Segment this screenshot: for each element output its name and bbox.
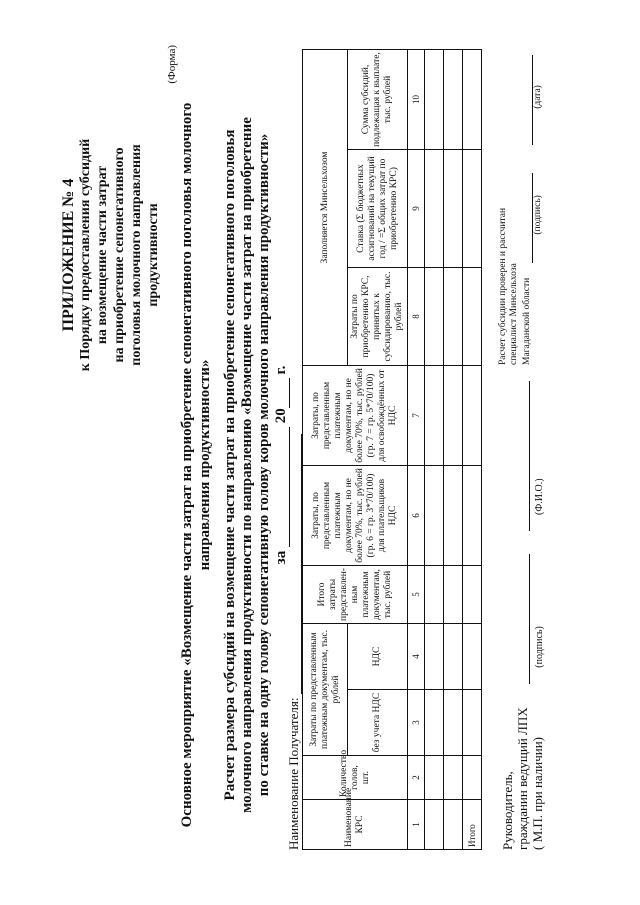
table-cell (463, 624, 482, 690)
date-line (520, 55, 533, 145)
column-number: 6 (408, 466, 425, 566)
signature-caption: (подпись) (534, 626, 545, 668)
col-header-col9: Ставка (Σ бюджетных ассигнований на текущий год / =Σ общих затрат по приобретению КРС) (348, 150, 408, 268)
head-subtitle-text: гражданин ведущий ЛПХ (515, 707, 530, 850)
table-row (444, 50, 463, 850)
column-number: 2 (408, 756, 425, 800)
check-captions (533, 15, 544, 365)
col-header-col8: Затраты по приобретению КРС, принятых к субсидированию, тыс. рублей (348, 268, 408, 366)
table-cell (463, 466, 482, 566)
table-row (425, 50, 444, 850)
check-line (520, 15, 533, 365)
col-header-costs-group: Затраты по представленным платежным документам, тыс. рублей (303, 624, 348, 756)
check-line: Расчет субсидии проверен и рассчитан (498, 207, 508, 365)
table-cell (444, 566, 463, 624)
table-cell (425, 150, 444, 268)
total-label: Итого (463, 800, 482, 850)
col-header-col7: Затраты, по представленным платежным документам, но не более 70%, тыс. рублей (гр. 7 = гр. 5*70/100) для освобождённых от НДС (303, 366, 408, 466)
calculation-table (302, 49, 482, 850)
table-cell (425, 690, 444, 756)
table-cell (444, 150, 463, 268)
column-number: 7 (408, 366, 425, 466)
check-line-text: Магаданской области (522, 277, 532, 365)
appendix-line: продуктивности (146, 203, 161, 307)
total-row (463, 50, 482, 850)
year-blank (275, 378, 290, 408)
column-number: 10 (408, 50, 425, 150)
col-header-vat: НДС (348, 624, 408, 690)
table-cell (425, 624, 444, 690)
check-line: специалист Минсельхоза (509, 263, 519, 365)
stamp-note: ( М.П. при наличии) (530, 736, 545, 850)
period-year-prefix: 20 (273, 408, 289, 424)
column-number: 4 (408, 624, 425, 690)
table-cell (425, 366, 444, 466)
activity-line: Основное мероприятие «Возмещение части затрат на приобретение сепонегативного поголовья молочного (179, 102, 195, 828)
table-cell (425, 756, 444, 800)
column-number: 9 (408, 150, 425, 268)
table-cell (444, 690, 463, 756)
period-prefix: за (273, 550, 289, 565)
appendix-header (60, 45, 181, 465)
col-header-without-vat: без учета НДС (348, 690, 408, 756)
table-cell (444, 268, 463, 366)
calculation-title (222, 65, 290, 865)
calc-title-line: Расчет размера субсидий на возмещение части затрат на приобретение сепонегативного поголовья (222, 129, 238, 801)
table-cell (463, 366, 482, 466)
col-header-ministry-group: Заполняется Минсельхозом (303, 50, 348, 366)
appendix-title: ПРИЛОЖЕНИЕ № 4 (60, 178, 77, 332)
col-header-name: Наименование КРС (303, 800, 408, 850)
table-cell (444, 756, 463, 800)
table-cell (425, 50, 444, 150)
col-header-col10: Сумма субсидий, подлежащая к выплате, тыс. рублей (348, 50, 408, 150)
date-caption: (дата) (533, 85, 543, 109)
table-cell (463, 566, 482, 624)
recipient-label: Наименование Получателя: (286, 697, 301, 850)
table-cell (425, 268, 444, 366)
table-cell (444, 366, 463, 466)
table-cell (444, 800, 463, 850)
table-cell (444, 50, 463, 150)
specialist-signature-line (520, 173, 533, 263)
header-row (303, 50, 348, 850)
stamp-row (530, 370, 547, 850)
column-number: 1 (408, 800, 425, 850)
specialist-signature-caption: (подпись) (533, 195, 543, 235)
table-cell (444, 466, 463, 566)
table-cell (425, 466, 444, 566)
column-number: 5 (408, 566, 425, 624)
recipient-blank (289, 434, 302, 694)
table-cell (463, 150, 482, 268)
table-cell (425, 566, 444, 624)
appendix-line: к Порядку предоставления субсидий (78, 138, 93, 372)
table-cell (444, 624, 463, 690)
column-number: 8 (408, 268, 425, 366)
calc-title-line: молочного направления продуктивности по направлению «Возмещение части затрат на приобретение (239, 117, 255, 813)
col-header-count: Количество голов, шт. (303, 756, 408, 800)
table-cell (425, 800, 444, 850)
column-number-row (408, 50, 425, 850)
appendix-line: поголовья молочного направления (129, 144, 144, 366)
table-cell (463, 690, 482, 756)
col-header-total: Итого затраты представлен-ным платежным документам, тыс. рублей (303, 566, 408, 624)
calc-title-line: по ставке на одну голову сепонегативную голову коров молочного направления продуктивности» (256, 133, 272, 797)
form-label: (Форма) (166, 45, 178, 84)
head-signature-block (500, 370, 547, 850)
table-cell (463, 756, 482, 800)
appendix-line: на приобретение сепонегативного (112, 147, 127, 363)
column-number: 3 (408, 690, 425, 756)
signature-line (517, 554, 530, 684)
period-suffix: г. (273, 365, 289, 375)
fio-line (517, 381, 530, 531)
table-cell (463, 50, 482, 150)
ministry-check-block (498, 15, 544, 365)
head-subtitle (515, 370, 530, 850)
fio-caption: (Ф.И.О.) (534, 478, 545, 515)
recipient-field (286, 434, 302, 850)
appendix-line: на возмещение части затрат (95, 165, 110, 345)
table-cell (463, 268, 482, 366)
activity-line: направления продуктивности» (197, 359, 213, 571)
head-title: Руководитель, (500, 771, 515, 850)
col-header-col6: Затраты, по представленным платежным документам, но не более 70%, тыс. рублей (гр. 6 = гр. 3*70/100) для плательщиков НДС (303, 466, 408, 566)
activity-title (178, 65, 214, 865)
